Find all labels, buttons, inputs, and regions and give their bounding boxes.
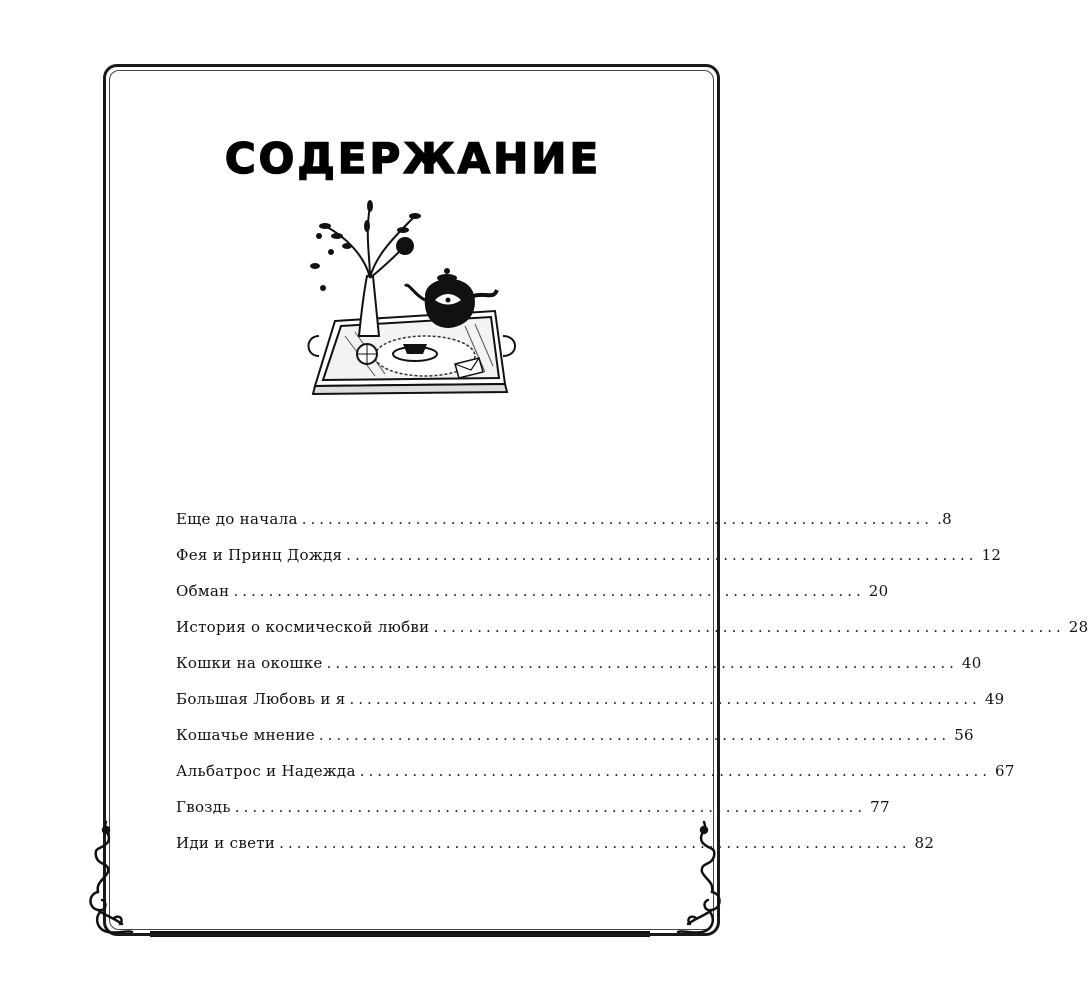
toc-leader-dots: ........................................................................ (359, 762, 992, 780)
toc-entry[interactable] (176, 618, 1088, 654)
toc-entry[interactable] (176, 546, 1002, 582)
toc-leader-dots: ........................................................................ (318, 726, 951, 744)
toc-entry[interactable] (176, 582, 889, 618)
toc-entry[interactable] (176, 654, 982, 690)
toc-leader-dots: ........................................................................ (326, 654, 958, 672)
toc-leader-dots: ........................................................................ (301, 510, 934, 528)
toc-leader-dots: ........................................................................ (279, 834, 911, 852)
toc-entry-page: 28 (1068, 618, 1088, 636)
toc-entry-title: Кошки на окошке (176, 654, 323, 672)
toc-entry-title: Фея и Принц Дождя (176, 546, 343, 564)
bottom-border-rule (150, 931, 650, 937)
toc-entry-title: Большая Любовь и я (176, 690, 346, 708)
teapot-tray-vase-icon (275, 196, 547, 406)
toc-entry-title: Кошачье мнение (176, 726, 315, 744)
toc-leader-dots: ........................................................................ (234, 798, 867, 816)
toc-entry-title: Гвоздь (176, 798, 231, 816)
toc-entry[interactable] (176, 834, 935, 870)
toc-entry-page: 56 (954, 726, 974, 744)
toc-entry-title: Альбатрос и Надежда (176, 762, 356, 780)
toc-leader-dots: ........................................................................ (346, 546, 978, 564)
toc-entry-page: 82 (914, 834, 935, 852)
toc-entry-title: Еще до начала (176, 510, 298, 528)
toc-entry-title: История о космической любви (176, 618, 430, 636)
toc-entry[interactable] (176, 726, 974, 762)
toc-entry-page: 40 (961, 654, 982, 672)
toc-entry-page: 20 (868, 582, 889, 600)
toc-leader-dots: ........................................................................ (349, 690, 981, 708)
toc-entry[interactable] (176, 798, 890, 834)
toc-leader-dots: ........................................................................ (233, 582, 865, 600)
toc-entry-page: 77 (870, 798, 890, 816)
toc-entry-title: Обман (176, 582, 230, 600)
table-of-contents (176, 510, 1088, 870)
page-title: СОДЕРЖАНИЕ (224, 134, 602, 183)
toc-entry[interactable] (176, 762, 1015, 798)
toc-entry[interactable] (176, 510, 952, 546)
toc-leader-dots: ........................................................................ (433, 618, 1065, 636)
toc-entry-page: 49 (984, 690, 1005, 708)
left-corner-flourish-icon (84, 820, 134, 940)
toc-entry-page: .8 (937, 510, 952, 528)
toc-entry-page: 67 (995, 762, 1015, 780)
toc-entry[interactable] (176, 690, 1005, 726)
toc-entry-page: 12 (981, 546, 1002, 564)
toc-entry-title: Иди и свети (176, 834, 276, 852)
